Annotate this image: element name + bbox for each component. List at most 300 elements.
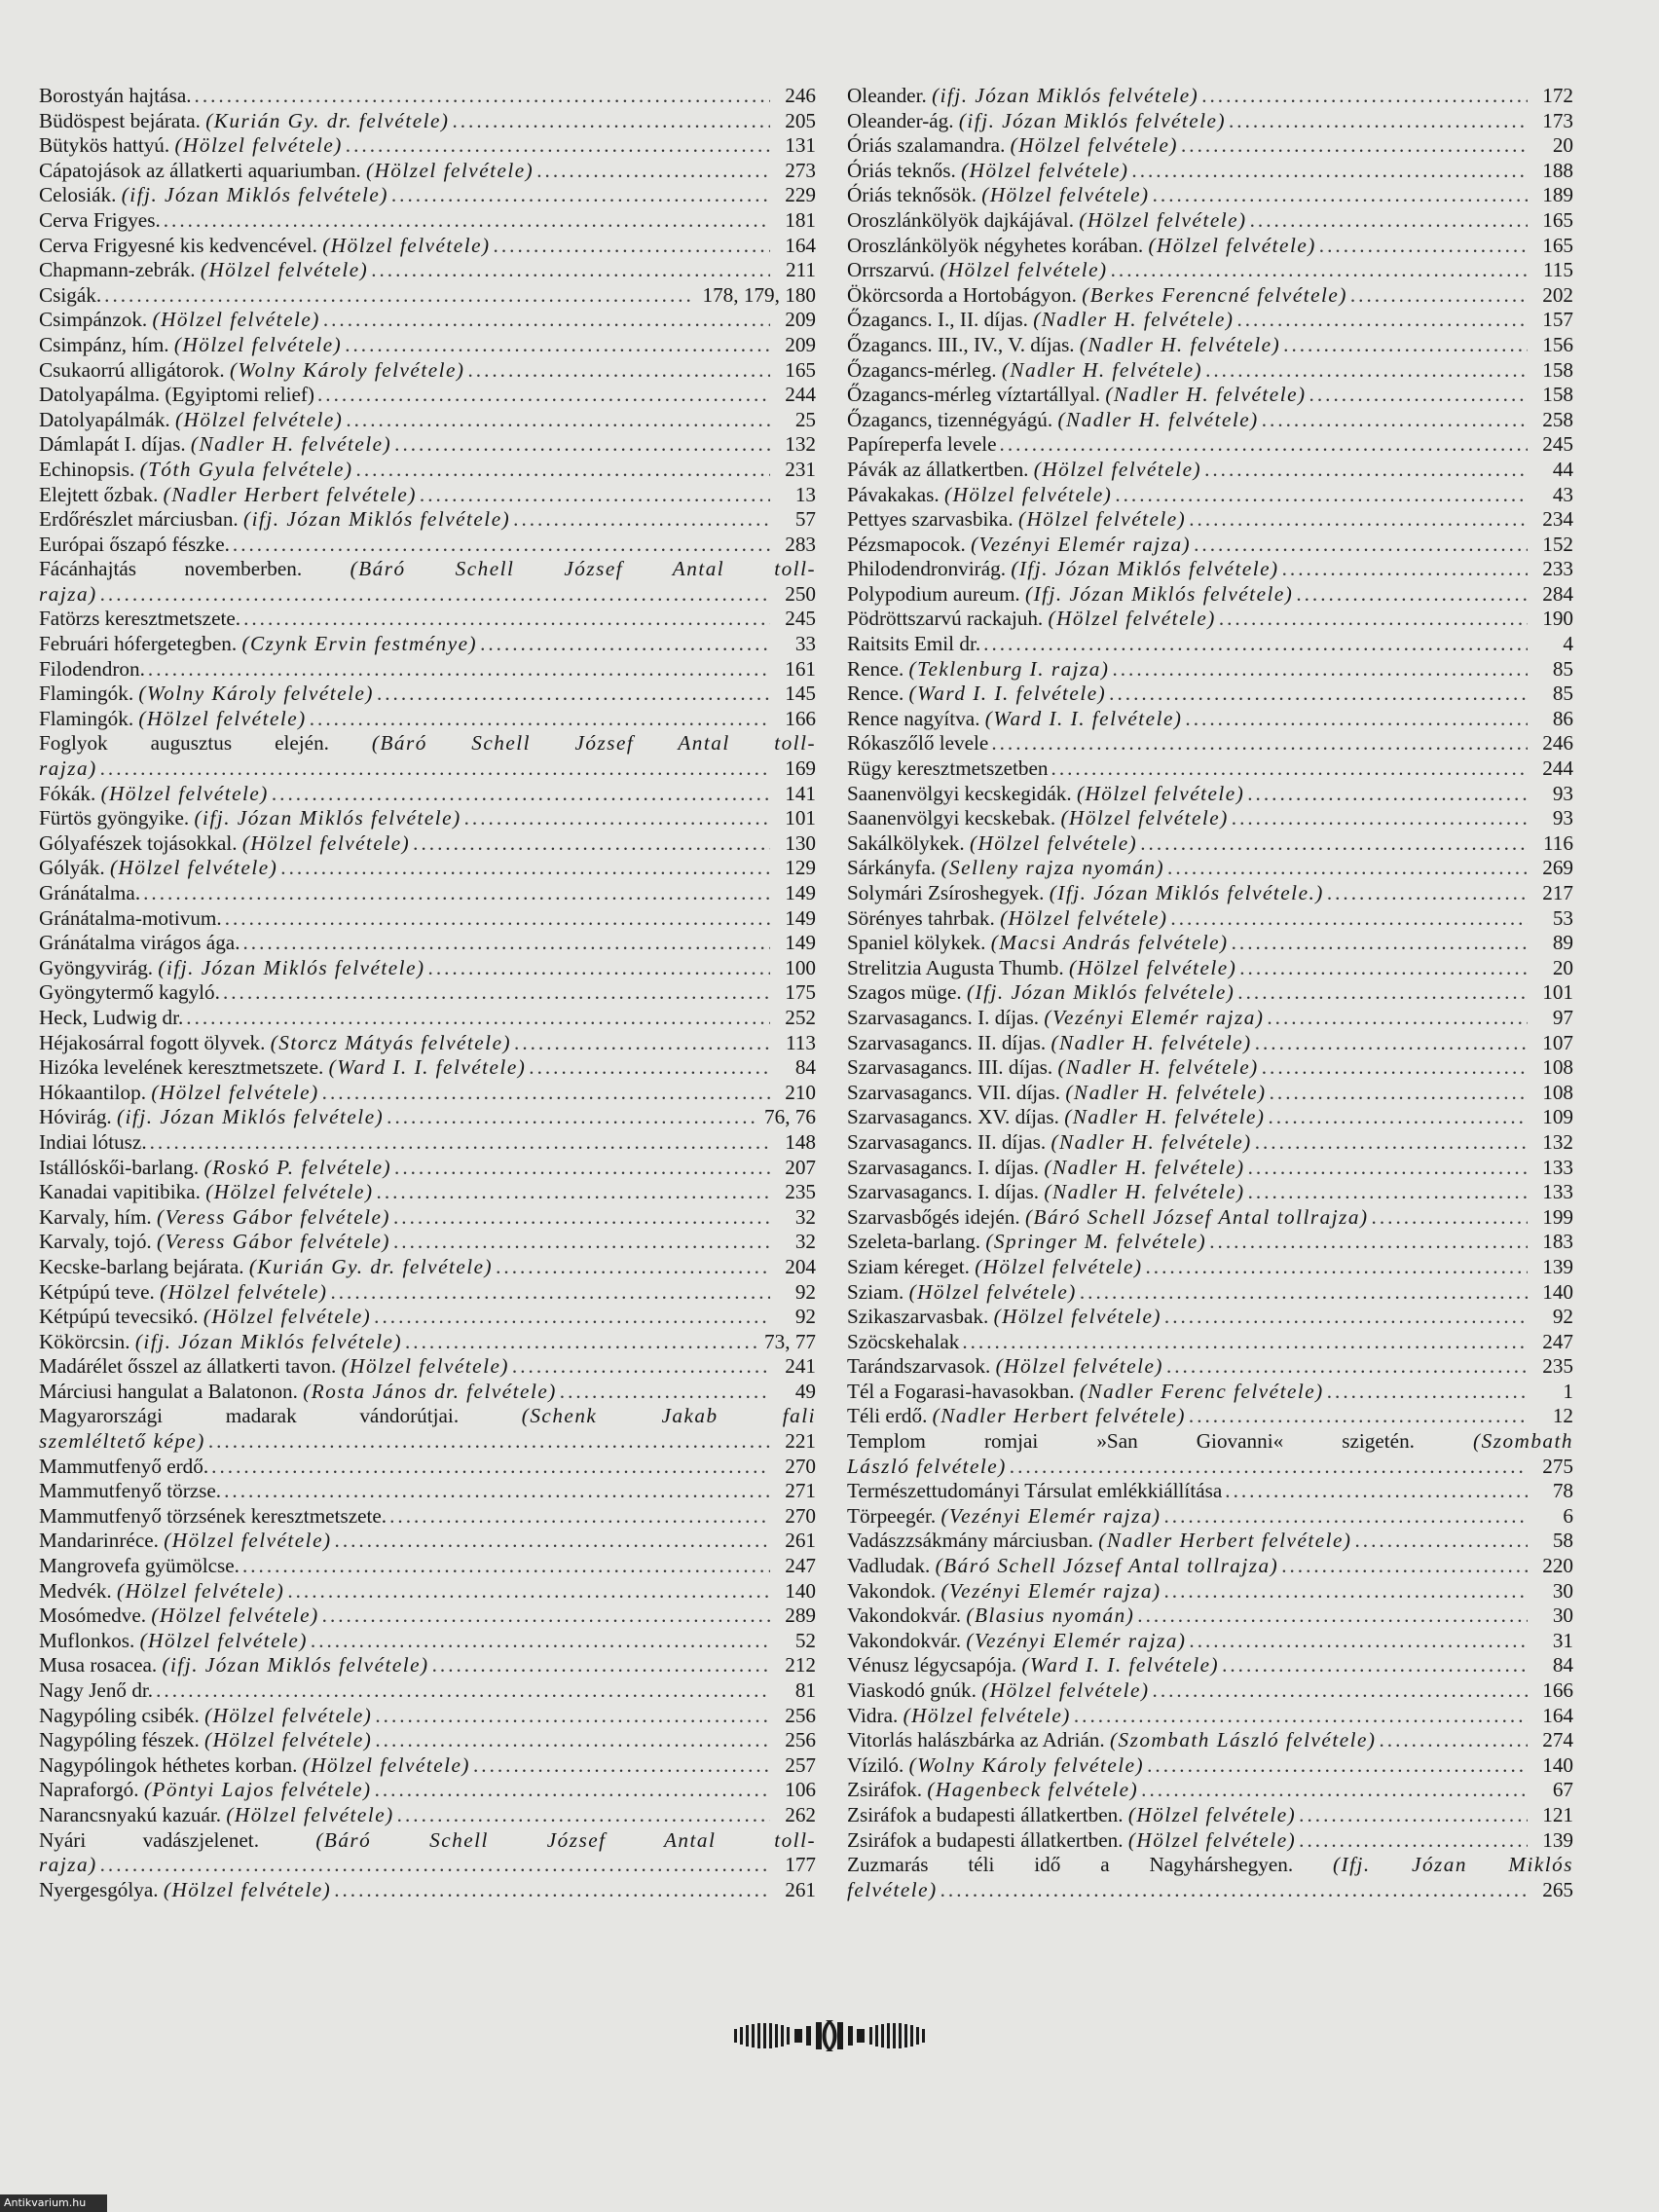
entry-title: Kétpúpú teve. xyxy=(39,1279,155,1304)
entry-text xyxy=(847,333,1280,358)
index-entry xyxy=(847,1354,1573,1380)
entry-caption-continued: rajza) xyxy=(39,581,97,606)
entry-caption: (Ward I. I. felvétele) xyxy=(984,706,1183,730)
entry-text xyxy=(847,1305,1161,1330)
entry-page-number: 84 xyxy=(794,1055,816,1080)
index-entry xyxy=(847,1404,1573,1429)
entry-text xyxy=(39,1105,384,1130)
dot-leader xyxy=(1170,906,1528,932)
entry-title: Nagypóling csibék. xyxy=(39,1703,200,1727)
index-entry xyxy=(39,533,816,558)
entry-text xyxy=(847,1803,1296,1828)
dot-leader xyxy=(335,1529,770,1554)
entry-page-number: 32 xyxy=(794,1204,816,1229)
entry-caption: (Báró Schell József Antal tollrajza) xyxy=(935,1554,1279,1578)
entry-caption: (Hölzel felvétele) xyxy=(160,1279,328,1304)
entry-title: Karvaly, hím. xyxy=(39,1204,152,1229)
entry-caption: (Hölzel felvétele) xyxy=(961,158,1129,182)
index-entry xyxy=(39,1380,816,1405)
entry-title: Madárélet ősszel az állatkerti tavon. xyxy=(39,1354,337,1379)
index-entry xyxy=(847,557,1573,582)
entry-title: Flamingók. xyxy=(39,682,134,706)
index-entry xyxy=(39,483,816,508)
index-entry xyxy=(39,183,816,208)
entry-page-number: 209 xyxy=(785,332,816,356)
entry-text xyxy=(847,408,1259,433)
dot-leader xyxy=(432,1653,770,1678)
entry-caption: (Hölzel felvétele) xyxy=(365,158,535,182)
index-entry xyxy=(39,607,816,632)
index-entry xyxy=(847,956,1573,981)
index-entry xyxy=(847,1629,1573,1654)
entry-caption: (Hölzel felvétele) xyxy=(322,233,491,257)
index-entry xyxy=(847,383,1573,408)
entry-title: Szarvasagancs. XV. díjas. xyxy=(847,1105,1059,1129)
index-entry xyxy=(39,1055,816,1081)
entry-caption: (Nadler H. felvétele) xyxy=(1057,407,1259,431)
entry-title: Nyergesgólya. xyxy=(39,1877,159,1901)
dot-leader xyxy=(1140,831,1528,857)
index-entry xyxy=(847,533,1573,558)
entry-text xyxy=(847,308,1234,333)
decorative-ornament xyxy=(732,2018,927,2053)
dot-leader xyxy=(1112,657,1528,682)
entry-caption: (Czynk Ervin festménye) xyxy=(241,632,478,656)
index-entry xyxy=(39,980,816,1006)
entry-title: Pézsmapocok. xyxy=(847,532,966,556)
entry-title: Papíreperfa levele xyxy=(847,432,997,457)
index-entry xyxy=(39,1653,816,1678)
entry-text xyxy=(39,1504,387,1530)
entry-caption: (Hölzel felvétele) xyxy=(1010,133,1178,158)
entry-caption: (Springer M. felvétele) xyxy=(985,1230,1207,1254)
entry-page-number: 209 xyxy=(785,308,816,332)
entry-title: Spaniel kölykek. xyxy=(847,931,986,955)
entry-title: Fácánhajtás novemberben. xyxy=(39,557,303,581)
dot-leader xyxy=(1250,208,1528,234)
index-entry xyxy=(39,283,816,309)
entry-title: Hóvirág. xyxy=(39,1105,112,1129)
index-entry xyxy=(847,1803,1573,1828)
entry-text xyxy=(847,1479,1222,1504)
entry-text xyxy=(39,956,425,981)
dot-leader xyxy=(1270,1081,1528,1106)
entry-page-number: 273 xyxy=(785,158,816,182)
entry-caption: (ifj. Józan Miklós felvétele) xyxy=(121,183,388,207)
dot-leader xyxy=(1153,1678,1528,1704)
entry-title: Gólyák. xyxy=(39,856,105,880)
entry-caption: (Hölzel felvétele) xyxy=(944,482,1113,506)
dot-leader xyxy=(243,931,771,956)
entry-text xyxy=(39,782,269,807)
dot-leader xyxy=(1281,1554,1528,1579)
entry-title: Törpeegér. xyxy=(847,1503,937,1528)
entry-page-number: 271 xyxy=(785,1479,816,1503)
entry-text xyxy=(847,159,1128,184)
index-entry xyxy=(847,458,1573,483)
entry-text xyxy=(39,1878,331,1903)
entry-title: Cerva Frigyes. xyxy=(39,207,161,232)
dot-leader xyxy=(536,159,770,184)
entry-text xyxy=(39,1156,391,1181)
entry-page-number: 250 xyxy=(785,581,816,606)
entry-caption: (Veress Gábor felvétele) xyxy=(157,1230,390,1254)
entry-caption: (Hölzel felvétele) xyxy=(109,856,278,880)
index-entry xyxy=(39,1156,816,1181)
entry-caption: (ifj. Józan Miklós felvétele) xyxy=(134,1329,402,1353)
entry-title: Viaskodó gnúk. xyxy=(847,1678,977,1702)
index-entry xyxy=(39,1579,816,1604)
entry-text xyxy=(39,607,240,632)
entry-title: Gránátalma-motivum. xyxy=(39,905,222,930)
index-entry xyxy=(847,1081,1573,1106)
entry-page-number: 1 xyxy=(1563,1379,1573,1403)
entry-page-number: 217 xyxy=(1542,881,1573,904)
entry-text xyxy=(39,657,145,682)
entry-caption: (Hölzel felvétele) xyxy=(203,1305,372,1329)
entry-title: Oroszlánkölyök négyhetes korában. xyxy=(847,233,1144,257)
entry-page-number: 86 xyxy=(1552,706,1573,730)
entry-title: Gólyafészek tojásokkal. xyxy=(39,830,238,855)
entry-title: Zsiráfok a budapesti állatkertben. xyxy=(847,1827,1124,1852)
index-entry xyxy=(847,1479,1573,1504)
index-entry xyxy=(39,956,816,981)
entry-caption: (Hölzel felvétele) xyxy=(200,258,369,282)
entry-page-number: 30 xyxy=(1552,1604,1573,1628)
entry-title: Datolyapálma. (Egyiptomi relief) xyxy=(39,383,314,407)
entry-caption: (Hölzel felvétele) xyxy=(1127,1802,1297,1826)
entry-caption: (Blasius nyomán) xyxy=(966,1604,1135,1628)
entry-caption: (Tóth Gyula felvétele) xyxy=(139,457,353,481)
entry-title: Musa rosacea. xyxy=(39,1653,158,1677)
entry-text xyxy=(847,1255,1143,1280)
entry-title: Mangrovefa gyümölcse. xyxy=(39,1554,240,1578)
entry-title: Szikaszarvasbak. xyxy=(847,1305,989,1329)
entry-title: Fatörzs keresztmetszete. xyxy=(39,607,241,631)
entry-caption: (Hölzel felvétele) xyxy=(1148,233,1316,257)
index-entry xyxy=(39,1529,816,1554)
entry-caption: (Ward I. I. felvétele) xyxy=(328,1055,527,1080)
index-entry xyxy=(39,1554,816,1579)
index-entry xyxy=(39,1803,816,1828)
index-entry xyxy=(847,1429,1573,1479)
dot-leader xyxy=(1232,931,1528,956)
dot-leader xyxy=(1167,856,1528,881)
entry-page-number: 247 xyxy=(785,1554,816,1578)
index-entry xyxy=(847,682,1573,707)
entry-title: Szarvasagancs. I. díjas. xyxy=(847,1180,1040,1204)
entry-title: Chapmann-zebrák. xyxy=(39,258,196,282)
entry-caption: (Hölzel felvétele) xyxy=(175,407,344,431)
index-entry xyxy=(39,1404,816,1454)
entry-title: Borostyán hajtása. xyxy=(39,84,192,107)
index-entry xyxy=(847,1579,1573,1604)
entry-text xyxy=(847,183,1150,208)
entry-caption: (Wolny Károly felvétele) xyxy=(229,357,465,382)
entry-page-number: 220 xyxy=(1542,1554,1573,1578)
entry-text xyxy=(39,483,417,508)
index-entry xyxy=(847,1055,1573,1081)
index-entry xyxy=(847,183,1573,208)
entry-title: Fókák. xyxy=(39,781,96,805)
dot-leader xyxy=(393,1205,770,1231)
index-entry xyxy=(39,1479,816,1504)
entry-text xyxy=(847,458,1201,483)
entry-text xyxy=(39,383,314,408)
entry-text xyxy=(39,980,220,1006)
entry-text xyxy=(847,1828,1296,1854)
entry-page-number: 161 xyxy=(785,656,816,681)
index-entry xyxy=(39,458,816,483)
entry-text xyxy=(39,1031,511,1056)
entry-page-number: 132 xyxy=(785,432,816,457)
entry-title: Datolyapálmák. xyxy=(39,407,170,431)
entry-title: Sziam. xyxy=(847,1279,904,1304)
entry-page-number: 130 xyxy=(785,830,816,855)
entry-caption: (Hölzel felvétele) xyxy=(1033,457,1202,481)
entry-page-number: 256 xyxy=(785,1728,816,1752)
index-entry xyxy=(847,1828,1573,1854)
entry-text xyxy=(847,1778,1138,1803)
dot-leader xyxy=(345,333,770,358)
index-entry xyxy=(847,632,1573,657)
entry-page-number: 265 xyxy=(1542,1877,1573,1901)
entry-caption: (Hölzel felvétele) xyxy=(164,1529,332,1553)
entry-title: Pávák az állatkertben. xyxy=(847,457,1029,481)
entry-title: Fürtös gyöngyike. xyxy=(39,806,190,830)
dot-leader xyxy=(186,1006,770,1031)
index-entry xyxy=(39,1678,816,1704)
entry-page-number: 31 xyxy=(1552,1628,1573,1652)
entry-caption: (ifj. Józan Miklós felvétele) xyxy=(162,1653,429,1677)
index-entry xyxy=(847,1230,1573,1255)
entry-text xyxy=(39,1678,153,1704)
index-entry xyxy=(847,483,1573,508)
entry-page-number: 106 xyxy=(785,1778,816,1802)
entry-text xyxy=(39,856,277,881)
index-entry xyxy=(847,1031,1573,1056)
dot-leader xyxy=(1189,1629,1528,1654)
index-entry xyxy=(847,1330,1573,1355)
entry-title: Narancsnyakú kazuár. xyxy=(39,1802,222,1826)
entry-caption-continued: szemléltető képe) xyxy=(39,1429,205,1454)
dot-leader xyxy=(1229,109,1528,134)
entry-caption: (Hölzel felvétele) xyxy=(1060,806,1229,830)
entry-page-number: 152 xyxy=(1542,532,1573,556)
entry-caption: (Hölzel felvétele) xyxy=(1000,905,1168,930)
entry-caption: (Nadler Herbert felvétele) xyxy=(932,1404,1186,1428)
entry-page-number: 49 xyxy=(794,1379,816,1403)
dot-leader xyxy=(1225,1479,1528,1504)
entry-first-line xyxy=(39,1828,816,1854)
entry-caption: (Selleny rajza nyomán) xyxy=(940,856,1165,880)
index-entry xyxy=(39,657,816,682)
entry-caption: (Schenk Jakab fali xyxy=(521,1404,816,1428)
entry-title: Cerva Frigyesné kis kedvencével. xyxy=(39,233,317,257)
entry-page-number: 53 xyxy=(1552,905,1573,930)
dot-leader xyxy=(467,358,770,384)
index-entry xyxy=(847,1529,1573,1554)
index-entry xyxy=(39,234,816,259)
entry-title: Őzagancs, tizennégyágú. xyxy=(847,407,1053,431)
dot-leader xyxy=(983,632,1528,657)
entry-title: Zsiráfok. xyxy=(847,1778,923,1802)
entry-caption: (Hölzel felvétele) xyxy=(138,706,307,730)
entry-page-number: 92 xyxy=(1552,1305,1573,1329)
dot-leader xyxy=(1137,1604,1528,1629)
entry-text xyxy=(847,881,1324,906)
entry-page-number: 93 xyxy=(1552,806,1573,830)
entry-text xyxy=(39,931,240,956)
dot-leader xyxy=(104,283,695,309)
entry-caption: (Hölzel felvétele) xyxy=(1048,607,1216,631)
index-entry xyxy=(39,1031,816,1056)
entry-caption: (Hölzel felvétele) xyxy=(995,1354,1163,1379)
entry-text xyxy=(847,1629,1186,1654)
entry-text xyxy=(39,1529,332,1554)
index-entry xyxy=(39,1604,816,1629)
entry-caption: (ifj. Józan Miklós felvétele) xyxy=(158,955,425,979)
entry-text xyxy=(847,258,1108,283)
entry-title: Gyöngyvirág. xyxy=(39,955,154,979)
entry-caption: (ifj. Józan Miklós felvétele) xyxy=(958,108,1226,132)
entry-caption: (Vezényi Elemér rajza) xyxy=(971,532,1192,556)
entry-text xyxy=(39,1554,240,1579)
entry-page-number: 246 xyxy=(785,84,816,107)
dot-leader xyxy=(322,1604,770,1629)
entry-title: Rókaszőlő levele xyxy=(847,731,989,756)
entry-text xyxy=(847,208,1247,234)
entry-title: Nagypólingok héthetes korban. xyxy=(39,1752,298,1777)
entry-title: Hókaantilop. xyxy=(39,1080,147,1104)
dot-leader xyxy=(225,906,770,932)
entry-title: Héjakosárral fogott ölyvek. xyxy=(39,1030,266,1054)
entry-text xyxy=(847,109,1226,134)
index-entry xyxy=(39,1130,816,1156)
dot-leader xyxy=(287,1579,770,1604)
index-entry xyxy=(847,1604,1573,1629)
entry-text xyxy=(39,881,140,906)
entry-text xyxy=(847,1105,1265,1130)
entry-title: Saanenvölgyi kecskegidák. xyxy=(847,781,1072,805)
entry-title: Szarvasagancs. VII. díjas. xyxy=(847,1080,1061,1104)
dot-leader xyxy=(1222,1653,1528,1678)
dot-leader xyxy=(1146,1255,1529,1280)
entry-caption: (Hölzel felvétele) xyxy=(969,830,1138,855)
entry-title: Vénusz légycsapója. xyxy=(847,1653,1017,1677)
entry-caption: (Hölzel felvétele) xyxy=(163,1877,332,1901)
entry-page-number: 141 xyxy=(785,781,816,805)
index-entry xyxy=(39,1255,816,1280)
entry-caption: (Ifj. Józan Miklós felvétele.) xyxy=(1049,881,1324,904)
index-entry xyxy=(847,109,1573,134)
index-entry xyxy=(39,159,816,184)
entry-page-number: 166 xyxy=(785,706,816,730)
entry-title: Vadludak. xyxy=(847,1554,931,1578)
entry-caption: (Hölzel felvétele) xyxy=(173,332,343,356)
dot-leader xyxy=(394,1156,770,1181)
entry-title: Szarvasagancs. II. díjas. xyxy=(847,1030,1047,1054)
entry-text xyxy=(847,533,1191,558)
entry-title: Víziló. xyxy=(847,1752,904,1777)
entry-caption: (Hölzel felvétele) xyxy=(1079,207,1247,232)
entry-text xyxy=(39,1778,372,1803)
entry-page-number: 235 xyxy=(1542,1354,1573,1379)
entry-page-number: 178, 179, 180 xyxy=(702,282,816,307)
entry-caption: (Hölzel felvétele) xyxy=(1076,781,1245,805)
entry-first-line xyxy=(847,1853,1573,1878)
entry-title: Márciusi hangulat a Balatonon. xyxy=(39,1379,298,1403)
entry-caption: (ifj. Józan Miklós felvétele) xyxy=(194,806,461,830)
entry-title: Szarvasagancs. II. díjas. xyxy=(847,1129,1047,1154)
entry-text xyxy=(847,1031,1252,1056)
entry-title: Dámlapát I. díjas. xyxy=(39,432,186,457)
entry-title: Foglyok augusztus elején. xyxy=(39,731,329,756)
dot-leader xyxy=(1350,283,1528,309)
entry-page-number: 30 xyxy=(1552,1578,1573,1603)
entry-page-number: 244 xyxy=(785,383,816,407)
entry-text xyxy=(847,756,1049,782)
dot-leader xyxy=(1163,1504,1528,1530)
entry-page-number: 25 xyxy=(794,407,816,431)
entry-text xyxy=(847,1156,1245,1181)
entry-page-number: 133 xyxy=(1542,1155,1573,1179)
entry-page-number: 212 xyxy=(785,1653,816,1677)
entry-text xyxy=(39,258,368,283)
entry-page-number: 189 xyxy=(1542,183,1573,207)
entry-text xyxy=(847,582,1293,608)
entry-title: Echinopsis. xyxy=(39,457,135,481)
entry-caption: (Hölzel felvétele) xyxy=(117,1578,285,1603)
entry-caption: (Hölzel felvétele) xyxy=(204,1703,373,1727)
dot-leader xyxy=(1268,1105,1528,1130)
entry-text xyxy=(847,1354,1163,1380)
dot-leader xyxy=(280,856,770,881)
entry-text xyxy=(847,1280,1077,1306)
index-entry xyxy=(39,682,816,707)
entry-page-number: 246 xyxy=(1542,731,1573,756)
entry-page-number: 92 xyxy=(794,1305,816,1329)
entry-title: Heck, Ludwig dr. xyxy=(39,1005,184,1029)
index-entry xyxy=(847,1280,1573,1306)
entry-page-number: 202 xyxy=(1542,282,1573,307)
entry-title: Óriás teknősök. xyxy=(847,183,977,207)
entry-caption: (Macsi András felvétele) xyxy=(990,931,1229,955)
index-entry xyxy=(39,557,816,607)
entry-title: Strelitzia Augusta Thumb. xyxy=(847,955,1064,979)
dot-leader xyxy=(420,483,770,508)
entry-title: Mosómedve. xyxy=(39,1604,147,1628)
entry-text xyxy=(39,707,307,732)
entry-text xyxy=(847,782,1244,807)
entry-page-number: 235 xyxy=(785,1180,816,1204)
entry-text xyxy=(847,906,1167,932)
entry-page-number: 173 xyxy=(1542,108,1573,132)
entry-text xyxy=(39,533,230,558)
entry-caption: (Hölzel felvétele) xyxy=(152,308,320,332)
entry-text xyxy=(39,507,510,533)
dot-leader xyxy=(1166,1354,1528,1380)
index-entry xyxy=(39,1305,816,1330)
index-entry xyxy=(39,1205,816,1231)
entry-title: Természettudományi Társulat emlékkiállítása xyxy=(847,1479,1223,1503)
entry-text xyxy=(847,432,997,458)
index-entry xyxy=(847,806,1573,831)
entry-caption: (Báró Schell József Antal tollrajza) xyxy=(1024,1204,1369,1229)
index-entry xyxy=(39,831,816,857)
entry-caption: (Teklenburg I. rajza) xyxy=(908,656,1110,681)
entry-page-number: 275 xyxy=(1542,1454,1573,1478)
